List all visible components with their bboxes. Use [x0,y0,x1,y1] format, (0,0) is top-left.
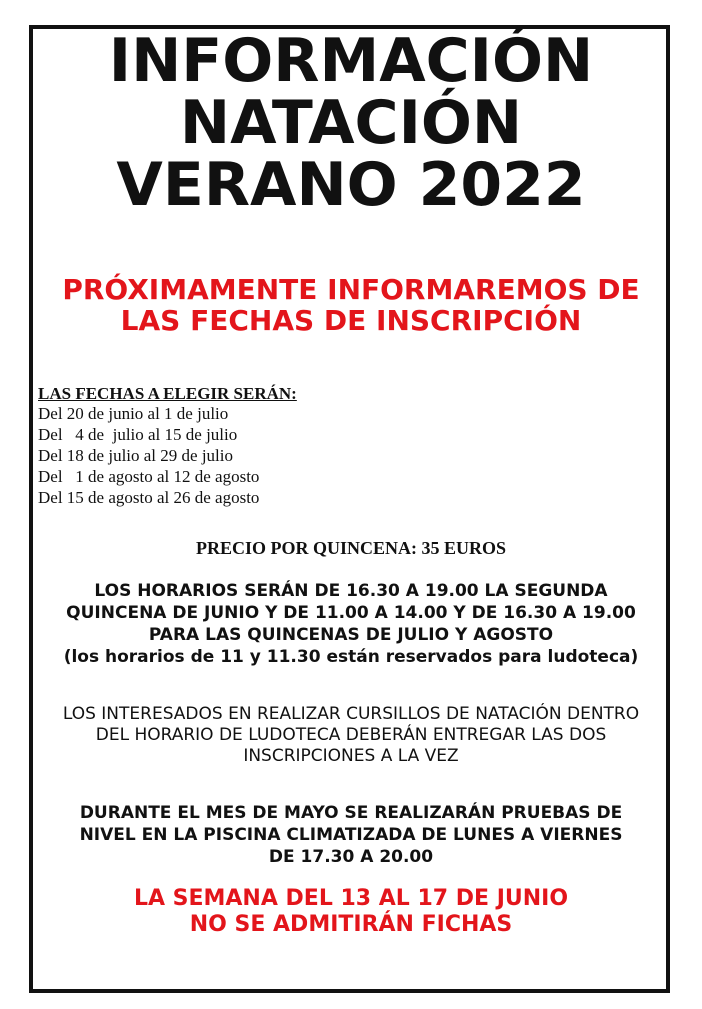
level-tests-line: DURANTE EL MES DE MAYO SE REALIZARÁN PRUEBAS DE [79,803,623,823]
schedule-line: LOS HORARIOS SERÁN DE 16.30 A 19.00 LA SEGUNDA [94,581,608,601]
announcement-line-1: PRÓXIMAMENTE INFORMAREMOS DE [62,273,640,306]
schedule-block [40,580,662,668]
level-tests-line: DE 17.30 A 20.00 [268,847,434,867]
ludoteca-note-line: LOS INTERESADOS EN REALIZAR CURSILLOS DE NATACIÓN DENTRO [62,704,640,724]
ludoteca-note-line: INSCRIPCIONES A LA VEZ [243,746,459,766]
warning-line: LA SEMANA DEL 13 AL 17 DE JUNIO [133,886,569,911]
title-line-2: NATACIÓN [179,88,523,158]
title-line-1: INFORMACIÓN [108,26,594,96]
warning-block [0,886,702,938]
level-tests-block [40,802,662,868]
warning-line: NO SE ADMITIRÁN FICHAS [189,912,513,937]
date-option: Del 1 de agosto al 12 de agosto [38,467,260,486]
date-option: Del 18 de julio al 29 de julio [38,446,233,465]
ludoteca-note-block [36,704,666,767]
schedule-note: (los horarios de 11 y 11.30 están reservados para ludoteca) [63,647,639,667]
dates-heading: LAS FECHAS A ELEGIR SERÁN: [38,384,297,403]
date-option: Del 15 de agosto al 26 de agosto [38,488,260,507]
date-option: Del 20 de junio al 1 de julio [38,404,229,423]
schedule-line: QUINCENA DE JUNIO Y DE 11.00 A 14.00 Y DE 16.30 A 19.00 [66,603,636,623]
title-line-3: VERANO 2022 [116,150,586,220]
announcement-line-2: LAS FECHAS DE INSCRIPCIÓN [120,304,582,337]
date-option: Del 4 de julio al 15 de julio [38,425,238,444]
ludoteca-note-line: DEL HORARIO DE LUDOTECA DEBERÁN ENTREGAR LAS DOS [95,725,607,745]
schedule-line: PARA LAS QUINCENAS DE JULIO Y AGOSTO [148,625,554,645]
level-tests-line: NIVEL EN LA PISCINA CLIMATIZADA DE LUNES A VIERNES [79,825,623,845]
price-text: PRECIO POR QUINCENA: 35 EUROS [195,538,507,558]
